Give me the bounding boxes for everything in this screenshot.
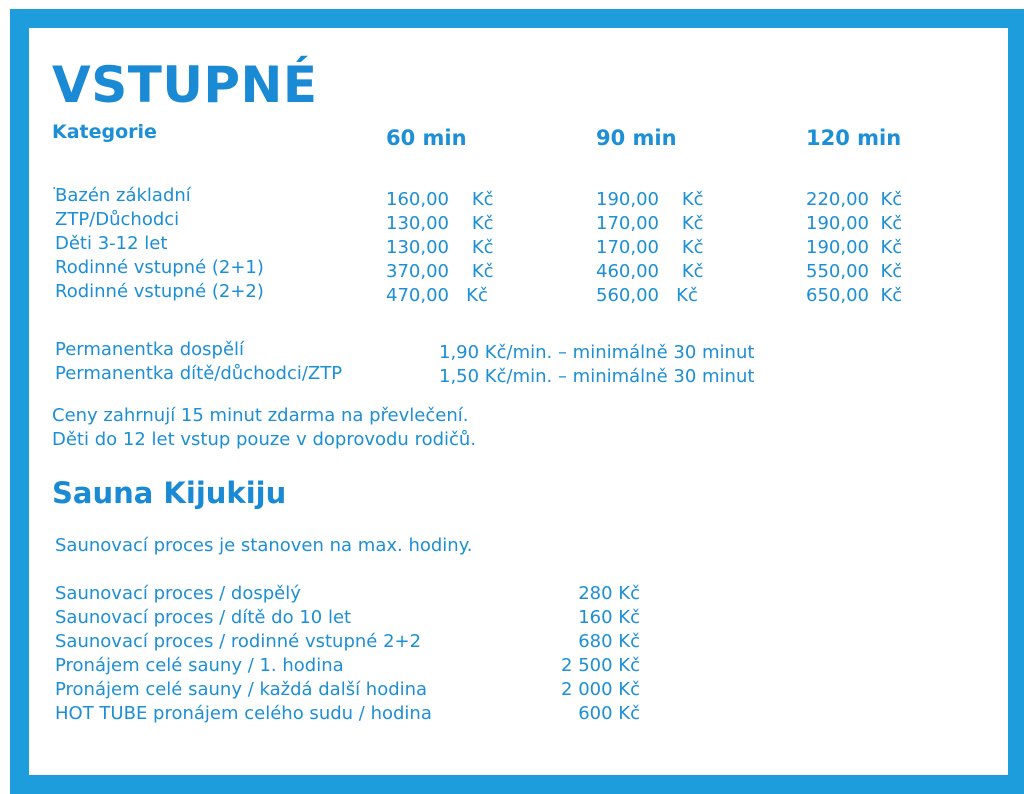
pass-value: 1,90 Kč/min. – minimálně 30 minut xyxy=(439,342,755,363)
price-value: 170,00 xyxy=(596,237,659,258)
price-value: 190,00 xyxy=(806,237,869,258)
sauna-item-labels xyxy=(55,582,432,726)
pass-value: 1,50 Kč/min. – minimálně 30 minut xyxy=(439,366,755,387)
sauna-item-price: 2 500 Kč xyxy=(561,655,640,676)
currency-label: Kč xyxy=(880,285,903,306)
sauna-item-price: 2 000 Kč xyxy=(561,679,640,700)
pass-values xyxy=(439,341,754,389)
price-value: 550,00 xyxy=(806,261,869,282)
currency-label: Kč xyxy=(681,261,704,282)
category-list xyxy=(55,184,264,304)
note-line: Děti do 12 let vstup pouze v doprovodu rodičů. xyxy=(52,429,477,450)
sauna-item-label: HOT TUBE pronájem celého sudu / hodina xyxy=(55,703,432,724)
page-title: VSTUPNÉ xyxy=(52,56,318,114)
sauna-item-label: Pronájem celé sauny / každá další hodina xyxy=(55,679,428,700)
pass-label: Permanentka dítě/důchodci/ZTP xyxy=(55,363,343,384)
note-line: Ceny zahrnují 15 minut zdarma na převlečení. xyxy=(52,405,469,426)
price-value: 130,00 xyxy=(386,237,449,258)
category-label: Bazén základní xyxy=(55,185,191,206)
sauna-item-label: Pronájem celé sauny / 1. hodina xyxy=(55,655,344,676)
pass-label: Permanentka dospělí xyxy=(55,339,245,360)
currency-label: Kč xyxy=(681,213,704,234)
sauna-title: Sauna Kijukiju xyxy=(52,476,287,510)
column-header-60: 60 min xyxy=(386,126,467,150)
price-value: 130,00 xyxy=(386,213,449,234)
currency-label: Kč xyxy=(681,189,704,210)
price-value: 560,00 xyxy=(596,285,659,306)
category-header: Kategorie xyxy=(52,121,157,143)
price-value: 460,00 xyxy=(596,261,659,282)
sauna-item-price: 280 Kč xyxy=(578,583,640,604)
currency-label: Kč xyxy=(471,237,494,258)
price-column-60 xyxy=(386,188,494,308)
sauna-item-label: Saunovací proces / dospělý xyxy=(55,583,301,604)
price-value: 370,00 xyxy=(386,261,449,282)
price-value: 220,00 xyxy=(806,189,869,210)
currency-label: Kč xyxy=(880,261,903,282)
price-value: 190,00 xyxy=(596,189,659,210)
currency-label: Kč xyxy=(681,237,704,258)
category-label: Děti 3-12 let xyxy=(55,233,168,254)
sauna-item-price: 600 Kč xyxy=(578,703,640,724)
currency-label: Kč xyxy=(471,261,494,282)
price-column-120 xyxy=(806,188,902,308)
currency-label: Kč xyxy=(880,213,903,234)
notes xyxy=(52,404,476,452)
bullet-mark: · xyxy=(52,181,57,197)
price-value: 190,00 xyxy=(806,213,869,234)
currency-label: Kč xyxy=(880,189,903,210)
price-value: 470,00 xyxy=(386,285,449,306)
price-value: 170,00 xyxy=(596,213,659,234)
price-value: 160,00 xyxy=(386,189,449,210)
sauna-intro: Saunovací proces je stanoven na max. hodiny. xyxy=(55,535,473,556)
column-header-90: 90 min xyxy=(596,126,677,150)
currency-label: Kč xyxy=(880,237,903,258)
currency-label: Kč xyxy=(471,189,494,210)
sauna-item-label: Saunovací proces / dítě do 10 let xyxy=(55,607,352,628)
column-header-120: 120 min xyxy=(806,126,902,150)
category-label: Rodinné vstupné (2+2) xyxy=(55,281,264,302)
price-value: 650,00 xyxy=(806,285,869,306)
sauna-item-prices xyxy=(540,582,640,726)
currency-label: Kč xyxy=(466,285,488,306)
category-label: ZTP/Důchodci xyxy=(55,209,180,230)
pass-labels xyxy=(55,338,342,386)
currency-label: Kč xyxy=(676,285,698,306)
sauna-item-label: Saunovací proces / rodinné vstupné 2+2 xyxy=(55,631,422,652)
sauna-item-price: 680 Kč xyxy=(578,631,640,652)
currency-label: Kč xyxy=(471,213,494,234)
price-column-90 xyxy=(596,188,704,308)
sauna-item-price: 160 Kč xyxy=(578,607,640,628)
category-label: Rodinné vstupné (2+1) xyxy=(55,257,264,278)
